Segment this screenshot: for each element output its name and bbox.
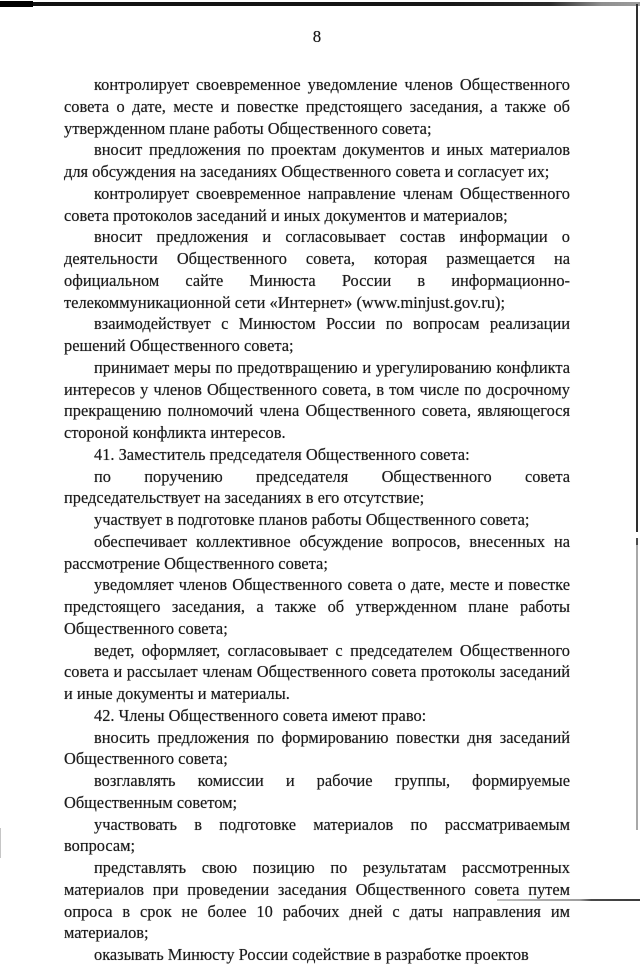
paragraph: ведет, оформляет, согласовывает с председателем Общественного совета и рассылает членам Общественного совета протоколы заседаний и иные документы и материалы. bbox=[64, 640, 570, 703]
scan-right-edge-line-blip bbox=[636, 538, 638, 545]
scan-left-edge-mark bbox=[0, 828, 1, 858]
paragraph: по поручению председателя Общественного совета председательствует на заседаниях в его отсутствие; bbox=[64, 466, 570, 508]
paragraph: уведомляет членов Общественного совета о дате, месте и повестке предстоящего заседания, а также об утвержденном плане работы Общественного совета; bbox=[64, 575, 570, 638]
scan-top-border-cap bbox=[0, 1, 33, 7]
paragraph: представлять свою позицию по результатам рассмотренных материалов при проведении заседания Общественного совета путем опроса в срок не более 10 рабочих дней с даты направления им материалов; bbox=[64, 858, 570, 943]
paragraph: вносит предложения по проектам документов и иных материалов для обсуждения на заседаниях Общественного совета и согласует их; bbox=[64, 140, 570, 181]
paragraph: 41. Заместитель председателя Общественного совета: bbox=[94, 444, 470, 464]
paragraph: 42. Члены Общественного совета имеют право: bbox=[94, 705, 427, 725]
paragraph: вносит предложения и согласовывает состав информации о деятельности Общественного совета, которая размещается на официальном сайте Минюста России в информационно-телекоммуникационной сети «Интернет» (www.minjust.gov.ru); bbox=[64, 227, 570, 312]
paragraph: возглавлять комиссии и рабочие группы, формируемые Общественным советом; bbox=[64, 771, 570, 812]
paragraph: взаимодействует с Минюстом России по вопросам реализации решений Общественного совета; bbox=[64, 314, 570, 355]
paragraph: контролирует своевременное направление членам Общественного совета протоколов заседаний и иных документов и материалов; bbox=[64, 183, 570, 225]
paragraph: вносить предложения по формированию повестки дня заседаний Общественного совета; bbox=[64, 727, 570, 769]
scan-right-edge-line-dark bbox=[636, 4, 638, 532]
document-body bbox=[64, 74, 570, 966]
page-number: 8 bbox=[312, 27, 322, 46]
scan-top-border bbox=[0, 2, 640, 6]
paragraph: принимает меры по предотвращению и урегулированию конфликта интересов у членов Общественного совета, в том числе по досрочному прекращению полномочий члена Общественного совета, являющегося стороной конфликта интересов. bbox=[64, 357, 570, 442]
paragraph: участвовать в подготовке материалов по рассматриваемым вопросам; bbox=[64, 814, 570, 856]
scan-right-edge-line-light bbox=[636, 545, 638, 830]
paragraph: участвует в подготовке планов работы Общественного совета; bbox=[94, 510, 530, 529]
paragraph: оказывать Минюсту России содействие в разработке проектов bbox=[94, 945, 529, 964]
paragraph: обеспечивает коллективное обсуждение вопросов, внесенных на рассмотрение Общественного совета; bbox=[64, 531, 570, 573]
paragraph: контролирует своевременное уведомление членов Общественного совета о дате, месте и повестке предстоящего заседания, а также об утвержденном плане работы Общественного совета; bbox=[64, 75, 570, 138]
